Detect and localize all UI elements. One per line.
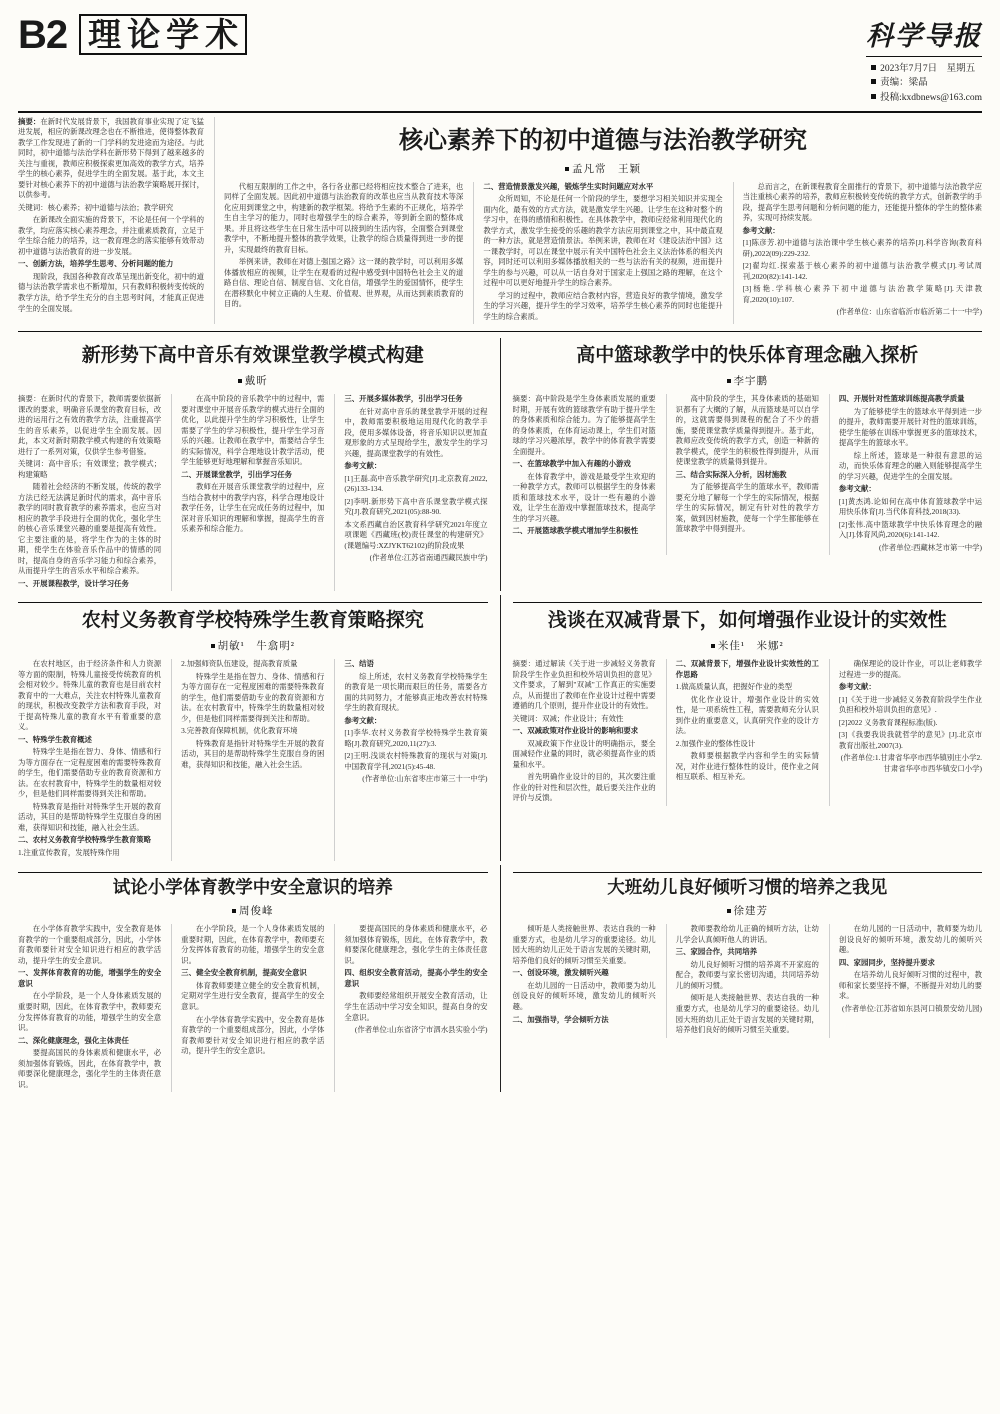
bullet-icon	[711, 644, 715, 648]
section-char-3: 学	[166, 15, 200, 54]
bullet-icon	[232, 909, 236, 913]
article-6-col-c	[334, 924, 487, 1092]
article-1-unit: (作者单位：山东省临沂市临沂第二十一中学)	[836, 307, 982, 317]
article-1-p3: 代相互限制的工作之中，各行各业都已经将相应技术整合了进来，也同样了全面发展。因此初中道德与法治教育的改革也应当从教育技术等深化应用到课堂之中，构建新的教学框架。将给予生素的不正规化，培养学生自主学习的能力，同时也增强学生的综合素养，等到新全面的整体成果。并且将这些学生在日常生活中可以接到的生活内容，全面整合到课堂教学中，不断地提升整体的教学效果，让教学的综合质量得到进一步的提升，实现最终的教育目标。	[224, 181, 464, 254]
article-1-keywords: 关键词：核心素养；初中道德与法治；教学研究	[18, 202, 174, 212]
article-6-p1b: 在小学体育教学实践中，安全教育是体育教学的一个重要组成部分，因此，小学体育教师要针对安全知识进行相应的教学活动，提升学生的安全意识。	[181, 1014, 325, 1056]
article-4-ref-2: [2]王明.浅谈农村特殊教育的现状与对策[J].中国教育学刊,2021(5):45-48.	[344, 751, 488, 771]
article-4-p6: 3.完善教育保障机制，优化教育环境	[181, 726, 298, 736]
region-divider	[500, 865, 501, 1093]
bullet-icon	[871, 65, 876, 70]
bullet-icon	[727, 379, 731, 383]
article-2-unit: (作者单位:江苏省南通西藏民族中学)	[369, 553, 488, 563]
article-6-h4: 四、组织安全教育活动，提高小学生的安全意识	[344, 968, 488, 988]
article-7-p4: 幼儿良好倾听习惯的培养离不开家庭的配合，教师要与家长密切沟通，共同培养幼儿的倾听习惯。	[675, 959, 819, 990]
article-5-col-b	[666, 659, 819, 806]
article-6-h3: 三、健全安全教育机制，提高安全意识	[181, 968, 307, 978]
masthead-right	[866, 14, 982, 105]
article-4-title: 农村义务教育学校特殊学生教育策略探究	[81, 609, 424, 632]
submission-email: 投稿:kxdbnews@163.com	[880, 92, 982, 103]
article-7-byline: 徐建芳	[513, 903, 983, 918]
article-1-refs-label: 参考文献：	[742, 225, 780, 235]
article-3-col-c	[829, 394, 982, 555]
masthead	[18, 14, 982, 113]
article-6-h2: 二、深化健康理念，强化主体责任	[18, 1035, 129, 1045]
paper-name: 科学导报	[866, 14, 982, 57]
divider	[18, 602, 488, 603]
article-2-p4: 在针对高中音乐的课堂教学开展的过程中，教师需要积极地运用现代化的教学手段，使用多媒体设备，将音乐知识以更加直观形象的方式呈现给学生，激发学生的学习兴趣，提高课堂教学的有效性。	[344, 406, 488, 458]
section-char-2: 论	[127, 15, 161, 54]
article-3-byline: 李宇鹏	[513, 373, 983, 388]
article-2-refs-label: 参考文献：	[344, 461, 382, 471]
article-5-ref-1: [1]《关于进一步减轻义务教育阶段学生作业负担和校外培训负担的意见》.	[838, 694, 983, 715]
divider	[513, 602, 983, 603]
article-3-ref-1: [1]黄杰鸿.论如何在高中体育篮球教学中运用快乐体育[J].当代体育科技,2018(33).	[838, 496, 983, 517]
article-6-unit: (作者单位:山东省济宁市泗水县实验小学)	[354, 1025, 488, 1035]
article-4-p4: 1.注重宣传教育，发展特殊作用	[18, 848, 120, 857]
article-1-ref-2: [2]翟均红.探索基于核心素养的初中道德与法治教学模式[J].考试周刊,2020(82):141-142.	[742, 261, 982, 281]
article-1-byline: 孟凡常 王颖	[224, 161, 982, 176]
article-3-refs-label: 参考文献：	[838, 484, 876, 494]
article-3-p4: 为了能够使学生的篮球水平得到进一步的提升，教师需要开展针对性的篮球训练，使学生能够在训练中掌握更多的篮球技术，提高学生的篮球水平。	[838, 406, 983, 448]
article-6-p5: 教师要经常组织开展安全教育活动，让学生在活动中学习安全知识，提高自身的安全意识。	[344, 991, 488, 1022]
masthead-meta	[871, 62, 982, 105]
article-3-abstract: 摘要：高中阶段是学生身体素质发展的重要时期，开展有效的篮球教学有助于提升学生的身体素质和综合能力。为了能够提高学生的身体素质，在体育运动课上，学生们对篮球的学习兴趣浓厚，教学中的体育教学需要全面提升。	[512, 394, 656, 456]
article-1-abstract-col	[18, 117, 204, 325]
article-5-p2: 首先明确作业设计的目的，其次要注重作业的针对性和层次性，最后要关注作业的评价与反馈。	[512, 772, 656, 803]
article-5-abstract: 摘要：通过解读《关于进一步减轻义务教育阶段学生作业负担和校外培训负担的意见》文件要求，了解到"双减"工作真正的实施要点，从而提出了教师在作业设计过程中需要遵循的几个原则，提升作业设计的有效性。	[512, 659, 656, 711]
article-5-byline: 米佳¹ 米娜²	[513, 638, 983, 653]
article-7-col-a	[513, 924, 656, 1037]
article-7-col-b	[666, 924, 819, 1037]
article-4-p7: 综上所述，农村义务教育学校特殊学生的教育是一项长期而艰巨的任务，需要各方面的共同努力，才能够真正地改善农村特殊学生的教育现状。	[344, 671, 488, 713]
article-2-h2: 二、开展课堂教学，引出学习任务	[181, 469, 293, 479]
article-5-refs-label: 参考文献：	[838, 682, 876, 692]
article-1-col-a	[224, 182, 463, 325]
article-7-h3: 三、家园合作，共同培养	[675, 947, 757, 957]
article-5	[513, 595, 983, 860]
article-4-ref-1: [1]李华.农村义务教育学校特殊学生教育策略[J].教育研究,2020,11(27):3.	[344, 728, 488, 748]
article-6-p3: 要提高国民的身体素质和健康水平，必须加强体育锻炼，因此，在体育教学中，教师要深化健康理念，强化学生的主体责任意识。	[18, 1048, 162, 1089]
article-3-col-a	[513, 394, 656, 555]
article-1-p5: 众所周知，不论是任何一个阶段的学生，要想学习相关知识并实现全面内化，最有效的方式方法，就是激发学生兴趣。让学生在这种对整个的学习中，在得的感情和积极性。在具体教学中，教师应经常利用现代化的教学方式，激发学生接受的乐趣的教学方法应用到课堂之中，其中最直观的一种方法，就是营造情景法。举例来讲，教师在对《建设法治中国》这一课教学时，可以在课堂中展示有关中国特色社会主义法治体系的相关内容，同时还可以利用多媒体播放相关的一些与法治有关的视频，进而提升学生的参与兴趣，可以从一话自身对于国家走上强国之路的理解，在这个过程中可以更好地提升学生的综合素养。	[483, 194, 723, 288]
divider	[18, 872, 488, 873]
article-3-p3: 为了能够提高学生的篮球水平，教师需要充分地了解每一个学生的实际情况，根据学生的实际情况，制定有针对性的教学方案，做到因材施教，使每一个学生都能够在篮球教学中得到提升。	[675, 482, 819, 534]
row-2	[18, 338, 982, 591]
article-7-title: 大班幼儿良好倾听习惯的培养之我见	[607, 877, 888, 898]
article-1	[18, 113, 982, 325]
article-3-ref-2: [2]张伟.高中篮球教学中快乐体育理念的融入[J].体育风尚,2020(6):141-142.	[838, 519, 983, 540]
article-7-unit: (作者单位:江苏省如东县河口镇景安幼儿园)	[842, 1004, 983, 1013]
article-3-p2: 高中阶段的学生，其身体素质的基础知识都有了大概的了解，从而篮球是可以自学的，这就需要得到课程的配合了不少的措施，要使课堂教学质量得到提升。基于此，教师应改变传统的教学方式，创造一种新的教学模式，使学生的积极性得到提升，从而使课堂教学的质量得到提升。	[675, 394, 819, 467]
article-4-p1: 在农村地区，由于经济条件和人力资源等方面的限制，特殊儿童接受传统教育的机会相对较少。特殊儿童的教育也是目前农村教育中的一大难点，关注农村特殊儿童教育的现状，积极改变教学方法和教育手段，对于提高特殊儿童的教育水平有着重要的意义。	[18, 659, 162, 732]
page-number: B2	[18, 12, 68, 57]
article-5-p1: 双减政策下作业设计的明确指示，要全面减轻作业量的同时，就必须提高作业的质量和水平。	[512, 738, 656, 769]
article-1-ref-1: [1]陈彦芳.初中道德与法治课中学生核心素养的培养[J].科学咨询(教育科研),2022(09):229-232.	[742, 238, 982, 258]
article-2-col-a	[18, 394, 161, 591]
article-2-title: 新形势下高中音乐有效课堂教学模式构建	[81, 344, 424, 367]
article-7-h2: 二、加强指导，学会倾听方法	[512, 1014, 609, 1024]
article-4-h2: 二、农村义务教育学校特殊学生教育策略	[18, 835, 152, 845]
masthead-left	[18, 14, 247, 55]
article-6-col-b	[171, 924, 324, 1092]
issue-date: 2023年7月7日 星期五	[880, 64, 976, 74]
article-2-ref-1: [1]王磊.高中音乐教学研究[J].北京教育,2022,(26)133-134.	[344, 473, 488, 494]
region-divider	[500, 338, 501, 591]
article-2-p3: 教师在开展音乐课堂教学的过程中，应当结合教材中的教学内容，科学合理地设计教学任务，让学生在完成任务的过程中，加深对音乐知识的理解和掌握，提高学生的音乐素养和综合能力。	[181, 482, 325, 534]
article-6-p4: 体育教师要建立健全的安全教育机制，定期对学生进行安全教育，提高学生的安全意识。	[181, 980, 325, 1011]
article-7-p5: 在培养幼儿良好倾听习惯的过程中，教师和家长要坚持不懈，不断提升对幼儿的要求。	[838, 970, 983, 1001]
article-7-h1: 一、创设环境，激发倾听兴趣	[512, 968, 609, 978]
article-2-col-b	[171, 394, 324, 591]
article-5-keywords: 关键词：双减；作业设计；有效性	[512, 713, 624, 723]
article-1-main	[214, 117, 982, 325]
article-1-p1: 在新课改全面实施的背景下，不论是任何一个学科的教学，均应落实核心素养理念，并注重素质教育，立足于学生综合能力的培养，这一教育理念的落实能够有效带动初中道德与法治教育的进一步发展。	[18, 215, 204, 256]
article-1-p4: 举例来讲，教师在对德上强国之路》这一课的教学时，可以利用多媒体播放相应的视频，让学生在观看的过程中感受到中国特色社会主义的道路自信、理论自信、制度自信、文化自信，增强学生的爱国情怀，使学生在潜移默化中树立正确的人生观、价值观、世界观，从而达到素质教育的目的。	[224, 257, 464, 309]
article-1-closing: 总而言之，在新课程教育全面推行的背景下，初中道德与法治教学应当注重核心素养的培养，教师应积极转变传统的教学方式，创新教学的手段，提高学生思考问题和分析问题的能力，还能提升整体的学生的整体素养，实现可持续发展。	[742, 181, 982, 223]
article-5-h1: 一、双减政策对作业设计的影响和要求	[512, 726, 639, 736]
article-6-p2: 在小学阶段，是一个人身体素质发展的重要时期，因此，在体育教学中，教师要充分发挥体育教育的功能，增强学生的安全意识。	[18, 991, 162, 1033]
row-4	[18, 865, 982, 1093]
article-5-p4: 优化作业设计，增强作业设计的实效性，是一项系统性工程，需要教师充分认识到作业的重要意义，认真研究作业的设计方法。	[675, 694, 819, 736]
article-2-keywords: 关键词：高中音乐；有效课堂；教学模式；构建策略	[18, 459, 162, 479]
region-divider	[500, 595, 501, 860]
article-5-unit: (作者单位:1.甘肃省华亭市西华镇别庄小学2.甘肃省华亭市西华镇安口小学)	[840, 753, 983, 773]
article-6-p1: 在小学体育教学实践中，安全教育是体育教学的一个重要组成部分，因此，小学体育教师要针对安全知识进行相应的教学活动，提升学生的安全意识。	[18, 924, 162, 965]
article-3-col-b	[666, 394, 819, 555]
article-6-p3b: 要提高国民的身体素质和健康水平，必须加强体育锻炼，因此，在体育教学中，教师要深化健康理念，强化学生的主体责任意识。	[344, 924, 488, 965]
article-7-p3: 教师要教给幼儿正确的倾听方法，让幼儿学会认真倾听他人的讲话。	[675, 924, 819, 944]
article-1-p2: 现阶段，我国各种教育改革呈现出新变化，初中的道德与法治教学需求也不断增加，只有教师积极转变传统的教学方法，给予学生充分的自主思考时间，才能真正促进学生的全面发展。	[18, 271, 204, 313]
article-4-h3: 三、结语	[344, 659, 374, 669]
bullet-icon	[565, 167, 569, 171]
article-4-h1: 一、特殊学生教育概述	[18, 734, 92, 744]
article-4-col-c	[334, 659, 487, 860]
article-1-ref-3: [3]杨艳.学科核心素养下初中道德与法治教学策略[J].天津教育,2020(10):107.	[742, 284, 982, 304]
article-6-col-a	[18, 924, 161, 1092]
article-1-h1: 一、创新方法，培养学生思考、分析问题的能力	[18, 259, 174, 269]
article-1-col-b	[473, 182, 722, 325]
article-4-p2: 特殊学生是指在智力、身体、情感和行为等方面存在一定程度困难的需要特殊教育的学生，他们需要借助专业的教育资源和方法。在农村教育中，特殊学生的数量相对较少，但是他们同样需要得到关注和帮助。	[18, 747, 162, 799]
article-5-ref-3: [3]《我要我说我就哲学的意见》[J].北京市教育出版社,2007(3).	[838, 730, 983, 750]
divider	[513, 872, 983, 873]
article-1-p6: 学习的过程中，教师应结合教材内容，营造良好的教学情境，激发学生的学习兴趣，提升学生的学习效率，培养学生核心素养的同时也能提升学生的综合素质。	[483, 290, 723, 321]
bullet-icon	[727, 909, 731, 913]
article-4-byline: 胡敏¹ 牛翕明²	[18, 638, 488, 653]
article-2	[18, 338, 488, 591]
article-5-p5: 2.加强作业的整体性设计	[675, 738, 756, 748]
article-6	[18, 865, 488, 1093]
article-7	[513, 865, 983, 1093]
article-2-fund: 本文系西藏自治区教育科学研究2021年度立项课题《西藏班(校)责任课堂的构建研究》(课题编号:XZJYKT62102)的阶段成果	[344, 519, 488, 550]
divider	[18, 331, 982, 332]
article-7-p1: 倾听是人类接触世界、表达自我的一种重要方式，也是幼儿学习的重要途径。幼儿园大班的幼儿正处于语言发展的关键时期，培养他们良好的倾听习惯至关重要。	[512, 924, 656, 965]
article-2-h1: 一、开展课程教学，设计学习任务	[18, 578, 129, 588]
article-1-title: 核心素养下的初中道德与法治教学研究	[399, 124, 807, 154]
article-5-ref-2: [2]2022 义务教育课程标准(版).	[838, 717, 938, 727]
article-3	[513, 338, 983, 591]
article-7-p1b: 倾听是人类接触世界、表达自我的一种重要方式，也是幼儿学习的重要途径。幼儿园大班的幼儿正处于语言发展的关键时期，培养他们良好的倾听习惯至关重要。	[675, 993, 819, 1035]
article-2-abstract: 摘要：在新时代的背景下，教师需要依据新课改的要求，明确音乐课堂的教育目标，改进的运用行之有效的教学方法，注重提高学生的音乐素养，以促进学生全面发展。因此，本文对新时期教学模式构建的有效策略进行了一系列对策，仅供学生参考借鉴。	[18, 394, 162, 456]
article-2-byline: 戴昕	[18, 373, 488, 388]
article-5-col-a	[513, 659, 656, 806]
article-6-p2b: 在小学阶段，是一个人身体素质发展的重要时期，因此，在体育教学中，教师要充分发挥体育教育的功能，增强学生的安全意识。	[181, 924, 325, 965]
article-4-p3: 特殊教育是指针对特殊学生开展的教育活动，其目的是帮助特殊学生克服自身的困难，获得知识和技能，融入社会生活。	[18, 801, 162, 832]
article-3-h3: 三、结合实际深入分析，因材施教	[675, 469, 787, 479]
article-2-col-c	[334, 394, 487, 591]
article-2-h3: 三、开展多媒体教学，引出学习任务	[344, 394, 463, 404]
article-1-abstract: 在新时代发展背景下，我国教育事业实现了定飞猛进发展，相应的新课改理念也在不断推进，使得整体教育教学工作发现进了新的一门学科的发进途而为途径。与此同时，初中道德与法治学科在新形势下得到了越来越多的关注与重视，教师应积极探索更加高效的教学方式，培养学生的核心素养，促进学生的全面发展。基于此，本文主要针对核心素养下的初中道德与法治教学策略展开探讨，以供参考。	[18, 116, 204, 200]
article-1-col-c	[733, 182, 982, 325]
article-4-unit: (作者单位:山东省枣庄市第三十一中学)	[362, 774, 488, 784]
article-7-col-c	[829, 924, 982, 1037]
article-5-closing: 确保理论的设计作业，可以让老师教学过程进一步的提高。	[838, 659, 983, 679]
article-6-h1: 一、发挥体育教育的功能，增强学生的安全意识	[18, 968, 162, 988]
section-char-1: 理	[88, 15, 122, 54]
row-3	[18, 595, 982, 860]
bullet-icon	[871, 79, 876, 84]
article-3-p1: 在体育教学中，游戏是最受学生欢迎的一种教学方式，教师可以根据学生的身体素质和篮球技术水平，设计一些有趣的小游戏，让学生在游戏中掌握篮球技术，提高学生的学习兴趣。	[512, 471, 656, 523]
article-5-h2: 二、双减背景下，增强作业设计实效性的工作思路	[675, 659, 819, 679]
bullet-icon	[211, 644, 215, 648]
article-3-title: 高中篮球教学中的快乐体育理念融入探析	[576, 344, 919, 367]
editor-name: 责编：梁晶	[880, 78, 928, 89]
article-4-refs-label: 参考文献：	[344, 715, 382, 725]
article-3-closing: 综上所述，篮球是一种很有意思的运动，而快乐体育理念的融入则能够提高学生的学习兴趣，促进学生的全面发展。	[838, 450, 983, 481]
article-3-h2: 二、开展篮球教学模式增加学生积极性	[512, 526, 639, 536]
article-3-h1: 一、在篮球教学中加入有趣的小游戏	[512, 459, 631, 469]
article-7-h4: 四、家园同步，坚持提升要求	[838, 957, 935, 967]
section-title	[79, 14, 247, 55]
article-2-p1: 随着社会经济的不断发展，传统的教学方法已经无法满足新时代的需求，高中音乐教学的同时教育教学的素养需求，也应当对相应的教学手段进行全面的优化，强化学生的核心音乐课堂兴趣的重要是提高有效性。它主要注重的是，将学生作为的主体的时期，使学生在体验音乐作品中的情感的同时，提高自身的音乐学习能力和综合素养，从而提升学生的音乐水平和综合素养。	[18, 482, 162, 576]
article-4-col-b	[171, 659, 324, 860]
article-2-ref-2: [2]李明.新形势下高中音乐课堂教学模式探究[J].教育研究,2021(05):88-90.	[344, 496, 488, 517]
bullet-icon	[871, 94, 876, 99]
abstract-label: 摘要：	[18, 116, 41, 126]
article-5-p6: 教师要根据教学内容和学生的实际情况，对作业进行整体性的设计，使作业之间相互联系、相互补充。	[675, 751, 819, 782]
article-5-col-c	[829, 659, 982, 806]
article-4-p5: 2.加强师资队伍建设，提高教育质量	[181, 659, 298, 669]
article-4-p3b: 特殊教育是指针对特殊学生开展的教育活动，其目的是帮助特殊学生克服自身的困难，获得知识和技能，融入社会生活。	[181, 738, 325, 769]
article-6-byline: 周俊峰	[18, 903, 488, 918]
article-5-p3: 1.做高质量认真，把握好作业的类型	[675, 682, 793, 692]
article-7-p2b: 在幼儿园的一日活动中，教师要为幼儿创设良好的倾听环境，激发幼儿的倾听兴趣。	[838, 924, 983, 955]
article-5-title: 浅谈在双减背景下，如何增强作业设计的实效性	[547, 609, 947, 632]
section-char-4: 术	[205, 15, 239, 54]
article-2-p2: 在高中阶段的音乐教学中的过程中，需要对课堂中开展音乐教学的模式进行全面的优化，以此提升学生的学习积极性，让学生需要了学生的学习积极性，提升学生学习音乐的兴趣。让教师在教学中，需要结合学生的实际情况，科学合理地设计教学活动，使学生能够更好地理解和掌握音乐知识。	[181, 394, 325, 467]
article-3-h4: 四、开展针对性篮球训练提高教学质量	[838, 394, 965, 404]
article-4-col-a	[18, 659, 161, 860]
article-7-p2: 在幼儿园的一日活动中，教师要为幼儿创设良好的倾听环境，激发幼儿的倾听兴趣。	[512, 980, 656, 1011]
article-4-p2b: 特殊学生是指在智力、身体、情感和行为等方面存在一定程度困难的需要特殊教育的学生，他们需要借助专业的教育资源和方法。在农村教育中，特殊学生的数量相对较少，但是他们同样需要得到关注和帮助。	[181, 671, 325, 723]
article-4	[18, 595, 488, 860]
article-3-unit: (作者单位:西藏林芝市第一中学)	[878, 542, 983, 552]
article-1-h2: 二、营造情景激发兴趣，锻炼学生实时问题应对水平	[483, 181, 654, 191]
bullet-icon	[238, 379, 242, 383]
article-6-title: 试论小学体育教学中安全意识的培养	[112, 877, 393, 898]
